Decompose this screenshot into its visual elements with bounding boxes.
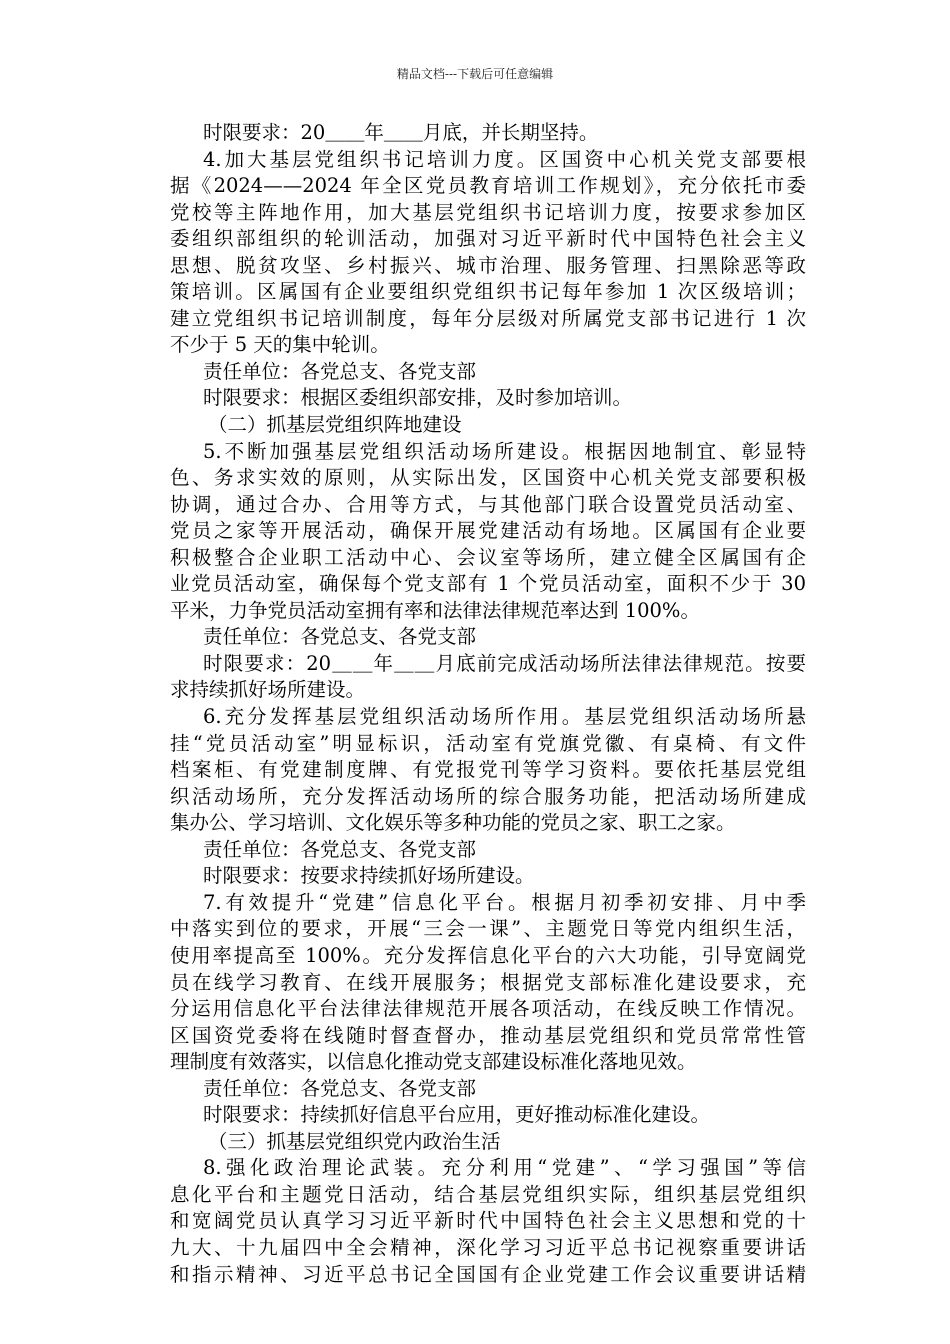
- text-line: 责任单位：各党总支、各党支部: [203, 359, 477, 383]
- text-line: 求持续抓好场所建设。: [170, 678, 366, 702]
- paragraph-p2-item4: [170, 147, 806, 359]
- text-line: 档案柜、有党建制度牌、有党报党刊等学习资料。要依托基层党组: [170, 758, 806, 782]
- text-line: 8.强化政治理论武装。充分利用“党建”、“学习强国”等信: [203, 1156, 806, 1180]
- text-line: 时限要求：20＿＿年＿＿月底前完成活动场所法律法律规范。按要: [203, 651, 806, 675]
- text-line: 委组织部组织的轮训活动，加强对习近平新时代中国特色社会主义: [170, 227, 806, 251]
- text-line: 思想、脱贫攻坚、乡村振兴、城市治理、服务管理、扫黑除恶等政: [170, 253, 806, 277]
- text-line: 平米，力争党员活动室拥有率和法律法律规范率达到 100%。: [170, 598, 700, 622]
- section-heading: （二）抓基层党组织阵地建设: [208, 413, 462, 437]
- text-line: 7.有效提升“党建”信息化平台。根据月初季初安排、月中季: [203, 890, 806, 914]
- text-line: 中落实到位的要求，开展“三会一课”、主题党日等党内组织生活，: [170, 917, 806, 941]
- section-heading: （三）抓基层党组织党内政治生活: [208, 1129, 501, 1153]
- paragraph-p8-deadline: [170, 651, 806, 704]
- text-line: 息化平台和主题党日活动，结合基层党组织实际，组织基层党组织: [170, 1182, 806, 1206]
- paragraph-p13-responsible: [170, 1076, 806, 1103]
- text-line: 分运用信息化平台法律法律规范开展各项活动，在线反映工作情况。: [170, 997, 806, 1021]
- text-line: 织活动场所，充分发挥活动场所的综合服务功能，把活动场所建成: [170, 784, 806, 808]
- paragraph-p14-deadline: [170, 1102, 806, 1129]
- text-line: 不少于 5 天的集中轮训。: [170, 333, 390, 357]
- text-line: 策培训。区属国有企业要组织党组织书记每年参加 1 次区级培训；: [170, 280, 806, 304]
- text-line: 责任单位：各党总支、各党支部: [203, 1076, 477, 1100]
- text-line: 据《2024——2024 年全区党员教育培训工作规划》，充分依托市委: [170, 174, 806, 198]
- text-line: 理制度有效落实，以信息化推动党支部建设标准化落地见效。: [170, 1050, 697, 1074]
- text-line: 和宽阔党员认真学习习近平新时代中国特色社会主义思想和党的十: [170, 1209, 806, 1233]
- text-line: 区国资党委将在线随时督查督办，推动基层党组织和党员常常性管: [170, 1023, 806, 1047]
- paragraph-p10-responsible: [170, 837, 806, 864]
- paragraph-p3-responsible: [170, 359, 806, 386]
- text-line: 色、务求实效的原则，从实际出发，区国资中心机关党支部要积极: [170, 466, 806, 490]
- text-line: 使用率提高至 100%。充分发挥信息化平台的六大功能，引导宽阔党: [170, 943, 806, 967]
- text-line: 责任单位：各党总支、各党支部: [203, 837, 477, 861]
- paragraph-p1-deadline: [170, 120, 806, 147]
- text-line: 5.不断加强基层党组织活动场所建设。根据因地制宜、彰显特: [203, 439, 806, 463]
- text-line: 建立党组织书记培训制度，每年分层级对所属党支部书记进行 1 次: [170, 306, 806, 330]
- text-line: 党员之家等开展活动，确保开展党建活动有场地。区属国有企业要: [170, 519, 806, 543]
- paragraph-p9-item6: [170, 704, 806, 837]
- text-line: 责任单位：各党总支、各党支部: [203, 625, 477, 649]
- document-body: [170, 120, 806, 1288]
- text-line: 4.加大基层党组织书记培训力度。区国资中心机关党支部要根: [203, 147, 806, 171]
- text-line: 时限要求：按要求持续抓好场所建设。: [203, 864, 535, 888]
- text-line: 和指示精神、习近平总书记全国国有企业党建工作会议重要讲话精: [170, 1262, 806, 1286]
- text-line: 协调，通过合办、合用等方式，与其他部门联合设置党员活动室、: [170, 492, 806, 516]
- text-line: 员在线学习教育、在线开展服务；根据党支部标准化建设要求，充: [170, 970, 806, 994]
- text-line: 挂“党员活动室”明显标识，活动室有党旗党徽、有桌椅、有文件: [170, 731, 806, 755]
- paragraph-p5-heading2: [170, 412, 806, 439]
- text-line: 积极整合企业职工活动中心、会议室等场所，建立健全区属国有企: [170, 545, 806, 569]
- paragraph-p15-heading3: [170, 1129, 806, 1156]
- text-line: 九大、十九届四中全会精神，深化学习习近平总书记视察重要讲话: [170, 1235, 806, 1259]
- paragraph-p6-item5: [170, 439, 806, 625]
- text-line: 时限要求：持续抓好信息平台应用，更好推动标准化建设。: [203, 1103, 711, 1127]
- paragraph-p4-deadline: [170, 385, 806, 412]
- paragraph-p7-responsible: [170, 624, 806, 651]
- paragraph-p12-item7: [170, 890, 806, 1076]
- paragraph-p16-item8: [170, 1155, 806, 1288]
- text-line: 集办公、学习培训、文化娱乐等多种功能的党员之家、职工之家。: [170, 811, 736, 835]
- text-line: 6.充分发挥基层党组织活动场所作用。基层党组织活动场所悬: [203, 705, 806, 729]
- paragraph-p11-deadline: [170, 863, 806, 890]
- page-header: 精品文档---下载后可任意编辑: [396, 67, 554, 81]
- text-line: 时限要求：20＿＿年＿＿月底，并长期坚持。: [203, 121, 599, 144]
- text-line: 业党员活动室，确保每个党支部有 1 个党员活动室，面积不少于 30: [170, 572, 806, 596]
- text-line: 时限要求：根据区委组织部安排，及时参加培训。: [203, 386, 633, 410]
- text-line: 党校等主阵地作用，加大基层党组织书记培训力度，按要求参加区: [170, 200, 806, 224]
